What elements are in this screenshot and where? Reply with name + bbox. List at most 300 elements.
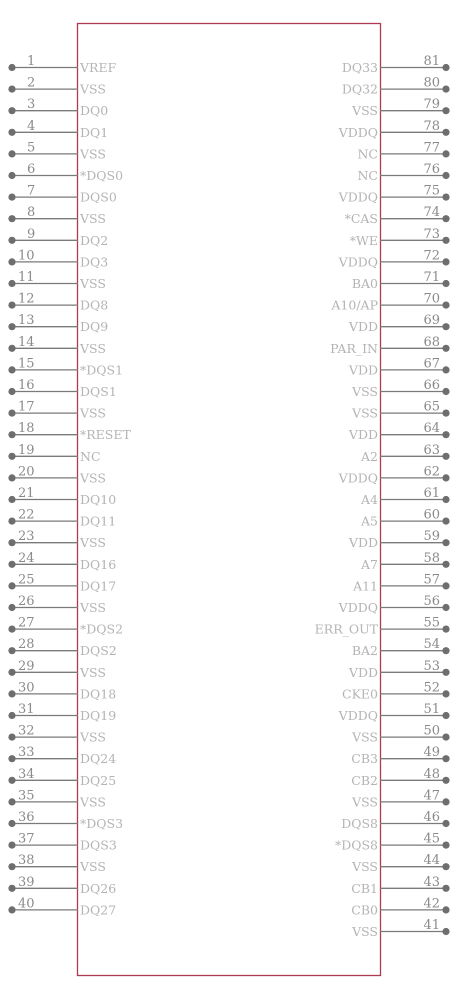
pin-3 — [8, 97, 108, 118]
pin-end-dot — [442, 820, 449, 827]
pin-name: VDDQ — [338, 124, 378, 140]
pin-26 — [8, 594, 106, 615]
pin-32 — [8, 724, 106, 745]
pin-name: DQ10 — [80, 492, 117, 507]
pin-number: 17 — [18, 399, 35, 415]
pin-name: DQS3 — [80, 837, 117, 853]
pin-number: 70 — [423, 291, 440, 307]
pin-30 — [8, 680, 116, 701]
pin-end-dot — [8, 129, 15, 136]
pin-name: A7 — [361, 556, 378, 572]
pin-end-dot — [442, 626, 449, 633]
pin-number: 66 — [423, 378, 440, 393]
pin-53 — [348, 659, 450, 680]
pin-end-dot — [442, 906, 449, 913]
pin-name: DQ24 — [80, 751, 117, 767]
pin-33 — [8, 745, 116, 766]
pin-38 — [8, 853, 106, 874]
pin-end-dot — [8, 518, 15, 525]
pin-27 — [8, 616, 123, 637]
pin-end-dot — [442, 755, 449, 762]
pin-number: 44 — [423, 853, 440, 869]
pin-end-dot — [8, 690, 15, 697]
pin-end-dot — [8, 366, 15, 373]
pin-number: 26 — [18, 594, 35, 609]
pin-36 — [8, 810, 123, 831]
pin-number: 15 — [18, 356, 35, 372]
pin-17 — [8, 400, 106, 421]
pin-74 — [345, 205, 450, 226]
pin-number: 7 — [27, 183, 36, 199]
pin-name: VSS — [80, 470, 106, 486]
pin-name: DQ17 — [80, 578, 117, 594]
pin-name: CB1 — [351, 880, 378, 896]
pin-54 — [352, 637, 450, 658]
pin-end-dot — [8, 410, 15, 417]
pin-number: 9 — [27, 226, 36, 242]
pin-end-dot — [8, 453, 15, 460]
pin-77 — [357, 140, 449, 161]
pin-end-dot — [442, 215, 449, 222]
pin-end-dot — [8, 345, 15, 352]
pin-end-dot — [442, 302, 449, 309]
pin-end-dot — [8, 604, 15, 611]
pin-number: 79 — [423, 97, 440, 113]
pin-name: PAR_IN — [330, 340, 378, 356]
pin-67 — [348, 356, 450, 377]
pin-end-dot — [8, 734, 15, 741]
pin-1 — [8, 54, 116, 75]
pin-name: VDDQ — [338, 254, 378, 270]
pin-name: DQ27 — [80, 902, 117, 918]
pin-8 — [8, 205, 106, 226]
pin-80 — [342, 76, 450, 97]
pin-name: DQ33 — [341, 60, 378, 75]
pin-name: CKE0 — [342, 686, 378, 702]
pin-end-dot — [442, 366, 449, 373]
pin-13 — [8, 313, 108, 334]
pin-end-dot — [442, 280, 449, 287]
pin-12 — [8, 292, 108, 313]
pin-name: DQ0 — [80, 103, 109, 119]
pin-end-dot — [442, 150, 449, 157]
pin-number: 30 — [18, 680, 35, 696]
pin-end-dot — [8, 107, 15, 114]
pin-number: 22 — [18, 507, 35, 523]
pin-44 — [351, 853, 450, 874]
pin-78 — [338, 119, 450, 140]
pin-end-dot — [8, 280, 15, 287]
pin-name: *DQS8 — [334, 837, 378, 853]
pin-name: A5 — [361, 513, 378, 529]
pin-48 — [351, 767, 449, 788]
pin-name: VSS — [80, 340, 106, 356]
pin-end-dot — [8, 561, 15, 568]
pin-number: 27 — [18, 615, 35, 631]
pin-5 — [8, 140, 106, 161]
pin-name: DQ16 — [80, 556, 117, 572]
pin-end-dot — [442, 237, 449, 244]
pin-number: 21 — [18, 486, 35, 501]
pin-name: DQ19 — [80, 708, 117, 723]
pin-65 — [351, 400, 450, 421]
pin-end-dot — [8, 388, 15, 395]
pin-number: 73 — [423, 226, 440, 242]
pin-name: VDD — [348, 427, 378, 443]
pin-end-dot — [442, 777, 449, 784]
pin-50 — [351, 724, 450, 745]
pin-name: VSS — [352, 924, 378, 939]
pin-end-dot — [8, 172, 15, 179]
pin-name: VDD — [348, 664, 378, 680]
pin-name: VDDQ — [338, 708, 378, 723]
pin-end-dot — [8, 150, 15, 157]
pin-name: VDD — [348, 362, 378, 378]
pin-name: CB0 — [351, 902, 378, 918]
pin-71 — [352, 270, 450, 291]
pin-end-dot — [442, 669, 449, 676]
pin-69 — [348, 313, 450, 334]
pin-number: 34 — [18, 766, 35, 782]
pin-name: DQS1 — [80, 384, 117, 399]
pin-end-dot — [442, 561, 449, 568]
pin-end-dot — [442, 64, 449, 71]
pin-name: A10/AP — [331, 297, 378, 313]
pin-number: 6 — [27, 162, 36, 177]
pin-name: VSS — [80, 729, 106, 745]
pin-name: VSS — [352, 859, 378, 875]
pin-number: 41 — [423, 918, 440, 933]
pin-number: 31 — [18, 702, 35, 717]
pin-name: NC — [80, 448, 101, 464]
pin-number: 1 — [27, 54, 36, 69]
pin-59 — [348, 529, 450, 550]
pin-number: 4 — [27, 118, 36, 134]
pin-number: 28 — [18, 637, 35, 653]
pin-name: *DQS0 — [80, 168, 124, 183]
pin-name: *DQS3 — [80, 816, 124, 831]
pin-number: 50 — [423, 723, 440, 739]
pin-name: DQ26 — [80, 880, 117, 896]
pin-number: 23 — [18, 529, 35, 545]
pin-number: 40 — [18, 896, 35, 912]
pin-name: VREF — [80, 60, 117, 75]
pin-name: DQ3 — [80, 254, 109, 270]
pin-10 — [8, 248, 108, 269]
pin-end-dot — [442, 582, 449, 589]
pin-end-dot — [8, 258, 15, 265]
pin-number: 57 — [423, 572, 440, 588]
pin-name: NC — [357, 146, 378, 162]
pin-47 — [351, 788, 450, 809]
pin-19 — [8, 443, 100, 464]
pin-number: 35 — [18, 788, 35, 804]
pin-41 — [351, 918, 450, 939]
pin-name: CB3 — [351, 751, 378, 767]
pin-name: VSS — [80, 276, 106, 291]
pin-64 — [348, 421, 450, 442]
pin-end-dot — [8, 582, 15, 589]
pin-number: 13 — [18, 313, 35, 329]
pin-end-dot — [442, 734, 449, 741]
pin-9 — [8, 227, 108, 248]
pin-number: 77 — [423, 140, 440, 156]
pin-name: BA2 — [351, 643, 378, 659]
pin-number: 33 — [18, 745, 35, 761]
pin-42 — [351, 896, 449, 917]
pin-name: VSS — [352, 405, 378, 421]
pin-number: 67 — [423, 356, 440, 372]
pin-72 — [338, 248, 450, 269]
pin-number: 81 — [423, 54, 440, 69]
pin-end-dot — [8, 755, 15, 762]
pin-number: 45 — [423, 831, 440, 847]
pin-number: 61 — [423, 486, 440, 501]
pin-81 — [342, 54, 450, 75]
pin-name: *RESET — [80, 427, 131, 443]
pin-name: A2 — [361, 448, 378, 464]
pin-70 — [330, 292, 449, 313]
pin-end-dot — [8, 474, 15, 481]
pin-number: 76 — [423, 162, 440, 177]
pin-number: 38 — [18, 853, 35, 869]
pin-number: 58 — [423, 550, 440, 566]
pin-name: VSS — [80, 211, 106, 227]
pin-number: 63 — [423, 442, 440, 458]
pin-57 — [352, 572, 450, 593]
pin-25 — [8, 572, 116, 593]
pin-name: VSS — [352, 384, 378, 399]
left-pin-group — [8, 54, 131, 917]
pin-number: 42 — [423, 896, 440, 912]
pin-14 — [8, 335, 106, 356]
pin-28 — [8, 637, 116, 658]
pin-61 — [360, 486, 450, 507]
pin-number: 20 — [18, 464, 35, 480]
pin-end-dot — [442, 107, 449, 114]
pin-4 — [8, 119, 108, 140]
pin-end-dot — [442, 323, 449, 330]
pin-23 — [8, 529, 106, 550]
pin-number: 64 — [423, 421, 440, 437]
pin-79 — [351, 97, 450, 118]
pin-end-dot — [442, 496, 449, 503]
pin-name: DQS2 — [80, 643, 117, 659]
pin-end-dot — [442, 885, 449, 892]
pin-number: 37 — [18, 831, 35, 847]
pin-58 — [360, 551, 450, 572]
pin-end-dot — [8, 194, 15, 201]
pin-end-dot — [442, 129, 449, 136]
pin-34 — [8, 767, 116, 788]
pin-end-dot — [8, 86, 15, 93]
pin-end-dot — [8, 798, 15, 805]
pin-name: VDDQ — [338, 470, 378, 486]
pin-15 — [8, 356, 123, 377]
pin-name: CB2 — [351, 772, 378, 788]
pin-end-dot — [8, 885, 15, 892]
pin-68 — [330, 335, 449, 356]
pin-name: VSS — [80, 535, 106, 551]
pin-66 — [351, 378, 450, 399]
pin-name: DQ11 — [80, 513, 117, 529]
pin-number: 25 — [18, 572, 35, 588]
pin-24 — [8, 551, 116, 572]
pin-number: 59 — [423, 529, 440, 545]
pin-name: VSS — [80, 600, 106, 615]
component-body — [78, 24, 381, 976]
pin-number: 16 — [18, 378, 35, 393]
pin-name: DQ1 — [80, 124, 109, 140]
pin-end-dot — [8, 820, 15, 827]
pin-55 — [315, 616, 450, 637]
pin-end-dot — [8, 237, 15, 244]
pin-number: 12 — [18, 291, 35, 307]
pin-end-dot — [442, 474, 449, 481]
pin-60 — [360, 508, 450, 529]
pin-11 — [8, 270, 106, 291]
pin-name: VSS — [352, 103, 378, 119]
pin-end-dot — [8, 496, 15, 503]
pin-end-dot — [8, 64, 15, 71]
pin-end-dot — [442, 410, 449, 417]
pin-number: 75 — [423, 183, 440, 199]
pin-end-dot — [442, 690, 449, 697]
pin-number: 65 — [423, 399, 440, 415]
pin-name: VDD — [348, 535, 378, 551]
pin-end-dot — [442, 604, 449, 611]
pin-21 — [8, 486, 116, 507]
pin-number: 46 — [423, 810, 440, 825]
pin-end-dot — [442, 798, 449, 805]
pin-name: VDDQ — [338, 600, 378, 615]
pin-number: 32 — [18, 723, 35, 739]
pin-end-dot — [8, 215, 15, 222]
pin-end-dot — [442, 863, 449, 870]
pin-name: VSS — [80, 81, 106, 97]
pin-name: VSS — [352, 794, 378, 810]
pin-number: 49 — [423, 745, 440, 761]
pin-name: *DQS1 — [80, 362, 124, 378]
pin-name: DQ9 — [80, 319, 109, 335]
pin-name: VSS — [80, 794, 106, 810]
pin-number: 10 — [18, 248, 35, 264]
pin-end-dot — [442, 431, 449, 438]
pin-name: *WE — [349, 232, 378, 248]
pin-43 — [351, 875, 449, 896]
pin-end-dot — [442, 539, 449, 546]
pin-45 — [335, 832, 450, 853]
pin-end-dot — [442, 928, 449, 935]
pin-number: 5 — [27, 140, 36, 156]
pin-40 — [8, 896, 116, 917]
pin-46 — [341, 810, 449, 831]
pin-name: BA0 — [351, 276, 378, 291]
pin-name: DQ32 — [341, 81, 378, 97]
pin-end-dot — [8, 647, 15, 654]
pin-number: 52 — [423, 680, 440, 696]
pin-end-dot — [442, 518, 449, 525]
pin-20 — [8, 464, 106, 485]
pin-number: 47 — [423, 788, 440, 804]
pin-end-dot — [442, 453, 449, 460]
pin-76 — [357, 162, 449, 183]
pin-16 — [8, 378, 116, 399]
pin-end-dot — [442, 172, 449, 179]
pin-end-dot — [8, 539, 15, 546]
pin-end-dot — [442, 345, 449, 352]
pin-name: DQ2 — [80, 232, 109, 248]
pin-name: A11 — [353, 578, 378, 594]
pin-end-dot — [8, 431, 15, 438]
pin-name: VSS — [352, 729, 378, 745]
pin-39 — [8, 875, 116, 896]
pin-number: 48 — [423, 766, 440, 782]
pin-35 — [8, 788, 106, 809]
pin-number: 29 — [18, 658, 35, 674]
pin-62 — [338, 464, 450, 485]
pin-name: VSS — [80, 664, 106, 680]
pin-name: VSS — [80, 146, 106, 162]
pin-end-dot — [442, 258, 449, 265]
pin-number: 69 — [423, 313, 440, 329]
pin-22 — [8, 508, 116, 529]
pin-number: 36 — [18, 810, 35, 825]
pin-number: 51 — [423, 702, 440, 717]
pin-name: *DQS2 — [80, 621, 124, 637]
pin-end-dot — [442, 647, 449, 654]
pin-end-dot — [8, 863, 15, 870]
pin-56 — [338, 594, 450, 615]
pin-name: ERR_OUT — [314, 621, 378, 637]
pin-number: 78 — [423, 118, 440, 134]
pin-number: 18 — [18, 421, 35, 437]
pin-18 — [8, 421, 131, 442]
pin-51 — [338, 702, 450, 723]
pin-number: 54 — [423, 637, 440, 653]
pin-end-dot — [8, 302, 15, 309]
pin-name: VDDQ — [338, 189, 378, 205]
pin-number: 3 — [27, 97, 36, 113]
pin-end-dot — [442, 842, 449, 849]
pin-number: 72 — [423, 248, 440, 264]
pin-name: NC — [357, 168, 378, 183]
pin-31 — [8, 702, 116, 723]
pin-name: DQ8 — [80, 297, 109, 313]
pin-name: DQ25 — [80, 772, 117, 788]
pin-name: VSS — [80, 859, 106, 875]
pin-number: 11 — [18, 270, 35, 285]
pin-name: DQ18 — [80, 686, 117, 702]
pin-number: 43 — [423, 874, 440, 890]
pin-number: 39 — [18, 874, 35, 890]
pin-end-dot — [442, 712, 449, 719]
pin-7 — [8, 184, 116, 205]
pin-number: 71 — [423, 270, 440, 285]
pin-49 — [351, 745, 449, 766]
pin-end-dot — [8, 669, 15, 676]
pin-37 — [8, 832, 116, 853]
pin-number: 53 — [423, 658, 440, 674]
pin-name: DQS8 — [341, 816, 378, 831]
pin-number: 14 — [18, 334, 35, 350]
pin-75 — [338, 184, 450, 205]
pin-29 — [8, 659, 106, 680]
pin-end-dot — [8, 906, 15, 913]
pin-end-dot — [8, 712, 15, 719]
pin-number: 56 — [423, 594, 440, 609]
pin-2 — [8, 76, 106, 97]
